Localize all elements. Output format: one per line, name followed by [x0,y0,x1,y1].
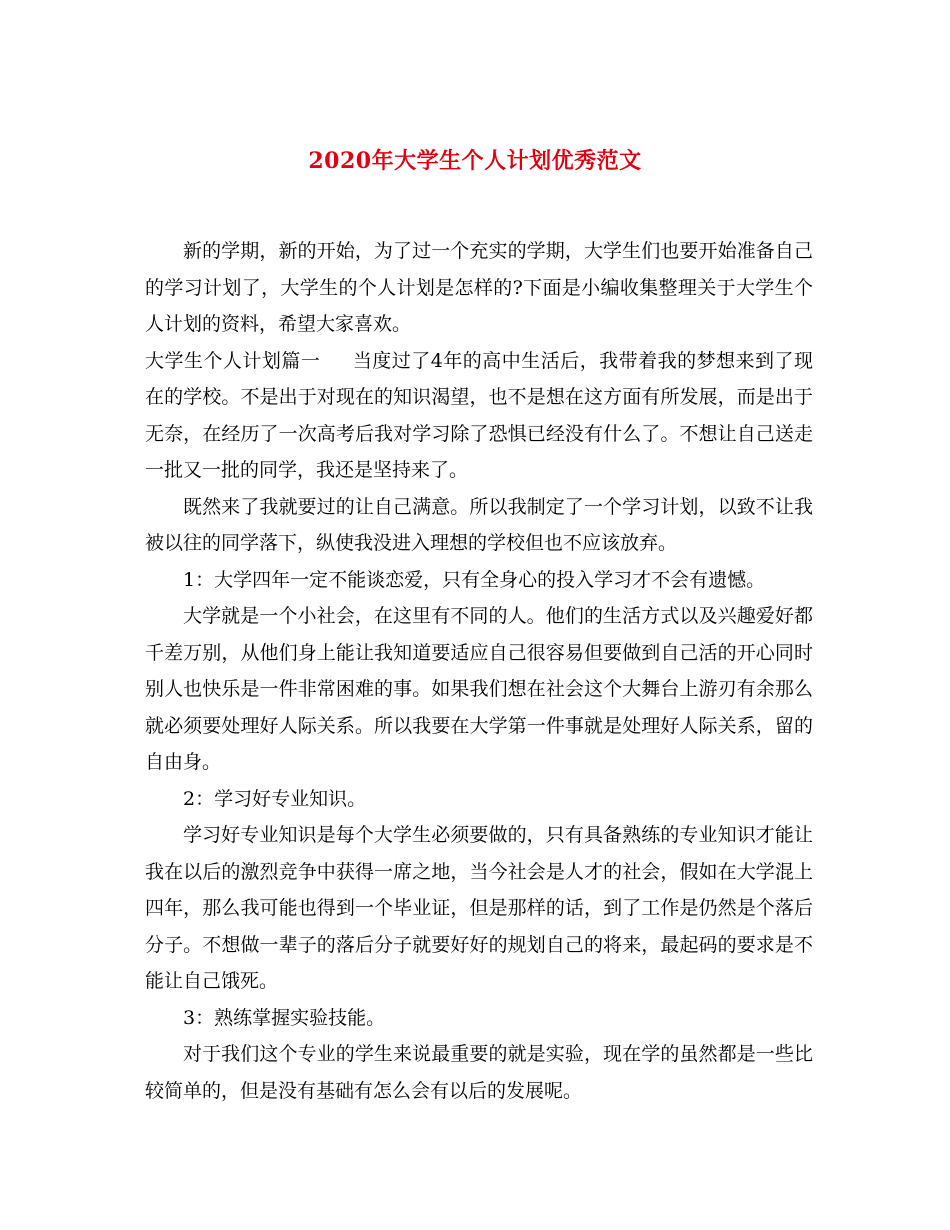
document-body [145,233,813,1109]
paragraph-3: 大学就是一个小社会，在这里有不同的人。他们的生活方式以及兴趣爱好都千差万别，从他们身上能让我知道要适应自己很容易但要做到自己活的开心同时别人也快乐是一件非常困难的事。如果我们想在社会这个大舞台上游刃有余那么就必须要处理好人际关系。所以我要在大学第一件事就是处理好人际关系，留的自由身。 [145,605,813,773]
paragraph-4: 学习好专业知识是每个大学生必须要做的，只有具备熟练的专业知识才能让我在以后的激烈竞争中获得一席之地，当今社会是人才的社会，假如在大学混上四年，那么我可能也得到一个毕业证，但是那样的话，到了工作是仍然是个落后分子。不想做一辈子的落后分子就要好好的规划自己的将来，最起码的要求是不能让自己饿死。 [145,824,813,992]
section1-paragraph [145,343,813,489]
list-item-1: 1：大学四年一定不能谈恋爱，只有全身心的投入学习才不会有遗憾。 [183,568,766,591]
list-item-3: 3：熟练掌握实验技能。 [183,1006,386,1029]
document-title: 2020年大学生个人计划优秀范文 [308,148,642,174]
intro-paragraph: 新的学期，新的开始，为了过一个充实的学期，大学生们也要开始准备自己的学习计划了，大学生的个人计划是怎样的?下面是小编收集整理关于大学生个人计划的资料，希望大家喜欢。 [145,240,813,335]
list-item-2: 2：学习好专业知识。 [183,787,367,810]
paragraph-2: 既然来了我就要过的让自己满意。所以我制定了一个学习计划，以致不让我被以往的同学落下，纵使我没进入理想的学校但也不应该放弃。 [145,495,813,554]
section1-text: 当度过了4年的高中生活后，我带着我的梦想来到了现在的学校。不是出于对现在的知识渴望，也不是想在这方面有所发展，而是出于无奈，在经历了一次高考后我对学习除了恐惧已经没有什么了。不想让自己送走一批又一批的同学，我还是坚持来了。 [145,349,813,481]
section1-heading: 大学生个人计划篇一 [145,349,321,372]
paragraph-5: 对于我们这个专业的学生来说最重要的就是实验，现在学的虽然都是一些比较简单的，但是没有基础有怎么会有以后的发展呢。 [145,1043,813,1102]
